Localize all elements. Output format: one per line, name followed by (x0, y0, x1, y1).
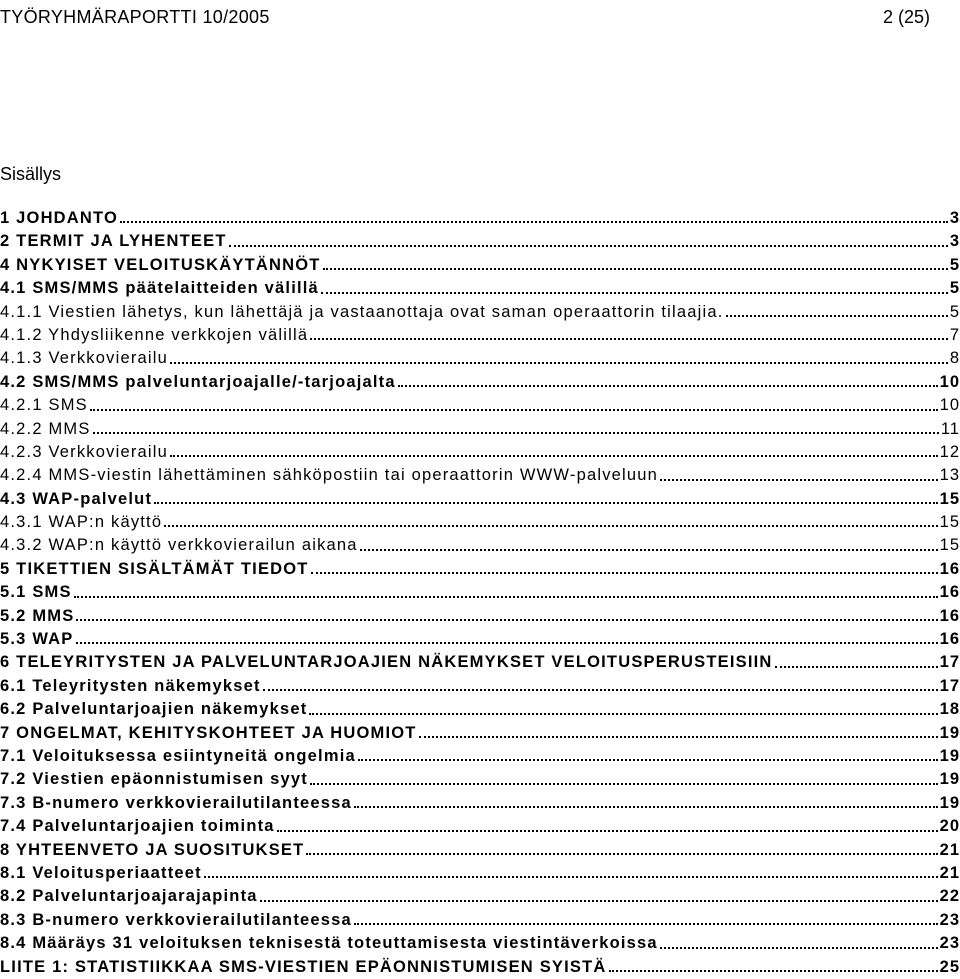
toc-entry-label: 4.2.4 MMS-viestin lähettäminen sähköpostiin tai operaattorin WWW-palveluun (0, 466, 659, 485)
toc-entry-label: 4.1.1 Viestien lähetys, kun lähettäjä ja vastaanottaja ovat saman operaattorin tilaajia. (0, 302, 724, 321)
toc-entry-label: 1 JOHDANTO (0, 209, 119, 227)
toc-entry-label: 7.2 Viestien epäonnistumisen syyt (0, 770, 308, 789)
toc-entry[interactable] (0, 792, 960, 815)
toc-entry[interactable] (0, 698, 960, 721)
toc-entry-label: 6.2 Palveluntarjoajien näkemykset (0, 700, 308, 719)
toc-entry-page: 23 (939, 934, 960, 953)
toc-dot-leader (154, 501, 937, 504)
toc-entry[interactable] (0, 394, 960, 417)
toc-entry[interactable] (0, 277, 960, 300)
toc-entry-page: 12 (939, 442, 960, 461)
toc-dot-leader (306, 852, 937, 855)
toc-entry-page: 19 (939, 746, 960, 765)
toc-entry-page: 25 (939, 957, 960, 976)
toc-dot-leader (309, 712, 937, 715)
toc-entry-label: 8.2 Palveluntarjoajarajapinta (0, 887, 258, 906)
toc-entry-page: 8 (949, 349, 960, 368)
toc-dot-leader (609, 969, 938, 972)
toc-entry-label: 6 TELEYRITYSTEN JA PALVELUNTARJOAJIEN NÄKEMYKSET VELOITUSPERUSTEISIIN (0, 653, 773, 672)
toc-entry[interactable] (0, 230, 960, 253)
toc-dot-leader (360, 548, 938, 551)
toc-dot-leader (76, 641, 938, 644)
toc-entry-label: 4.3 WAP-palvelut (0, 489, 153, 508)
toc-entry-label: 4.2.2 MMS (0, 419, 91, 438)
toc-entry-label: 7 ONGELMAT, KEHITYSKOHTEET JA HUOMIOT (0, 723, 417, 742)
toc-entry[interactable] (0, 932, 960, 955)
toc-entry-page: 19 (939, 770, 960, 789)
toc-dot-leader (660, 946, 938, 949)
toc-entry-page: 19 (939, 723, 960, 742)
toc-entry-label: 7.1 Veloituksessa esiintyneitä ongelmia (0, 746, 356, 765)
toc-entry-label: 8.4 Määräys 31 veloituksen teknisestä toteuttamisesta viestintäverkoissa (0, 934, 658, 953)
toc-entry[interactable] (0, 347, 960, 370)
toc-entry-page: 7 (949, 325, 960, 344)
toc-entry[interactable] (0, 301, 960, 324)
toc-entry-page: 21 (939, 863, 960, 882)
toc-dot-leader (76, 618, 937, 621)
toc-entry-label: 4.3.1 WAP:n käyttö (0, 513, 163, 532)
toc-entry[interactable] (0, 885, 960, 908)
toc-dot-leader (170, 361, 948, 364)
toc-entry-label: 4.1 SMS/MMS päätelaitteiden välillä (0, 279, 319, 298)
toc-entry-label: 4.1.3 Verkkovierailu (0, 349, 168, 368)
toc-dot-leader (419, 735, 938, 738)
toc-dot-leader (170, 454, 938, 457)
toc-dot-leader (90, 408, 938, 411)
toc-dot-leader (726, 314, 948, 317)
toc-dot-leader (93, 431, 939, 434)
toc-entry-page: 10 (939, 372, 960, 391)
toc-entry-label: 6.1 Teleyritysten näkemykset (0, 676, 261, 695)
toc-entry-page: 22 (939, 887, 960, 906)
toc-entry-page: 13 (939, 466, 960, 485)
table-of-contents (0, 207, 960, 979)
toc-entry-page: 21 (939, 840, 960, 859)
toc-entry[interactable] (0, 581, 960, 604)
toc-entry[interactable] (0, 207, 960, 230)
toc-entry-page: 11 (940, 419, 960, 438)
page-header (0, 4, 930, 30)
toc-entry-page: 16 (939, 559, 960, 578)
toc-entry[interactable] (0, 418, 960, 441)
toc-entry-page: 16 (939, 630, 960, 649)
toc-dot-leader (310, 782, 938, 785)
toc-entry-label: 5 TIKETTIEN SISÄLTÄMÄT TIEDOT (0, 559, 309, 578)
toc-entry-page: 20 (939, 817, 960, 836)
toc-dot-leader (323, 267, 948, 270)
toc-entry-page: 5 (949, 279, 960, 298)
toc-entry-label: 7.4 Palveluntarjoajien toiminta (0, 817, 275, 836)
toc-entry-label: LIITE 1: STATISTIIKKAA SMS-VIESTIEN EPÄONNISTUMISEN SYISTÄ (0, 957, 607, 976)
toc-entry[interactable] (0, 651, 960, 674)
toc-entry[interactable] (0, 745, 960, 768)
toc-entry-label: 4.3.2 WAP:n käyttö verkkovierailun aikana (0, 536, 358, 555)
toc-entry-page: 16 (939, 606, 960, 625)
toc-dot-leader (164, 524, 937, 527)
toc-entry-label: 2 TERMIT JA LYHENTEET (0, 232, 227, 251)
toc-entry-page: 3 (949, 209, 960, 227)
toc-entry-page: 23 (939, 910, 960, 929)
toc-entry-label: 4.2 SMS/MMS palveluntarjoajalle/-tarjoajalta (0, 372, 396, 391)
toc-dot-leader (120, 220, 948, 223)
toc-entry[interactable] (0, 722, 960, 745)
toc-entry-label: 5.3 WAP (0, 630, 74, 649)
toc-entry-label: 4.2.1 SMS (0, 396, 88, 415)
toc-entry[interactable] (0, 324, 960, 347)
toc-entry[interactable] (0, 768, 960, 791)
toc-entry[interactable] (0, 628, 960, 651)
toc-entry[interactable] (0, 862, 960, 885)
toc-entry-page: 5 (949, 255, 960, 274)
toc-entry-label: 4 NYKYISET VELOITUSKÄYTÄNNÖT (0, 255, 321, 274)
toc-entry[interactable] (0, 839, 960, 862)
toc-entry-label: 4.2.3 Verkkovierailu (0, 442, 168, 461)
toc-entry-page: 15 (939, 489, 960, 508)
toc-entry-label: 5.1 SMS (0, 583, 72, 602)
document-id: TYÖRYHMÄRAPORTTI 10/2005 (0, 7, 270, 27)
toc-entry[interactable] (0, 558, 960, 581)
toc-entry-page: 15 (939, 513, 960, 532)
toc-dot-leader (310, 337, 948, 340)
toc-dot-leader (398, 384, 938, 387)
toc-entry-page: 10 (939, 396, 960, 415)
toc-dot-leader (229, 244, 948, 247)
toc-entry[interactable] (0, 909, 960, 932)
toc-entry[interactable] (0, 371, 960, 394)
toc-entry[interactable] (0, 464, 960, 487)
toc-entry-page: 17 (939, 653, 960, 672)
toc-entry[interactable] (0, 815, 960, 838)
toc-entry-page: 18 (939, 700, 960, 719)
toc-dot-leader (263, 688, 938, 691)
toc-dot-leader (660, 478, 938, 481)
toc-entry[interactable] (0, 605, 960, 628)
toc-dot-leader (775, 665, 938, 668)
toc-entry[interactable] (0, 441, 960, 464)
toc-entry-page: 17 (939, 676, 960, 695)
toc-entry-label: 4.1.2 Yhdysliikenne verkkojen välillä (0, 325, 309, 344)
toc-entry-page: 16 (939, 583, 960, 602)
toc-title: Sisällys (0, 164, 62, 184)
toc-dot-leader (358, 758, 938, 761)
toc-dot-leader (204, 875, 938, 878)
toc-dot-leader (74, 595, 938, 598)
toc-entry-page: 19 (939, 793, 960, 812)
toc-entry-label: 7.3 B-numero verkkovierailutilanteessa (0, 793, 352, 812)
toc-entry-label: 8.3 B-numero verkkovierailutilanteessa (0, 910, 352, 929)
toc-entry[interactable] (0, 956, 960, 979)
toc-entry-label: 8 YHTEENVETO JA SUOSITUKSET (0, 840, 305, 859)
toc-dot-leader (311, 571, 938, 574)
toc-entry-page: 5 (949, 302, 960, 321)
page-number: 2 (25) (882, 7, 930, 27)
toc-entry[interactable] (0, 534, 960, 557)
toc-entry-page: 15 (939, 536, 960, 555)
toc-dot-leader (354, 922, 938, 925)
toc-entry-label: 8.1 Veloitusperiaatteet (0, 863, 202, 882)
toc-entry[interactable] (0, 254, 960, 277)
toc-dot-leader (321, 291, 948, 294)
toc-dot-leader (277, 829, 938, 832)
toc-entry[interactable] (0, 675, 960, 698)
toc-dot-leader (354, 805, 938, 808)
toc-entry-label: 5.2 MMS (0, 606, 75, 625)
toc-entry-page: 3 (949, 232, 960, 251)
toc-entry[interactable] (0, 488, 960, 511)
toc-dot-leader (260, 899, 938, 902)
toc-entry[interactable] (0, 511, 960, 534)
